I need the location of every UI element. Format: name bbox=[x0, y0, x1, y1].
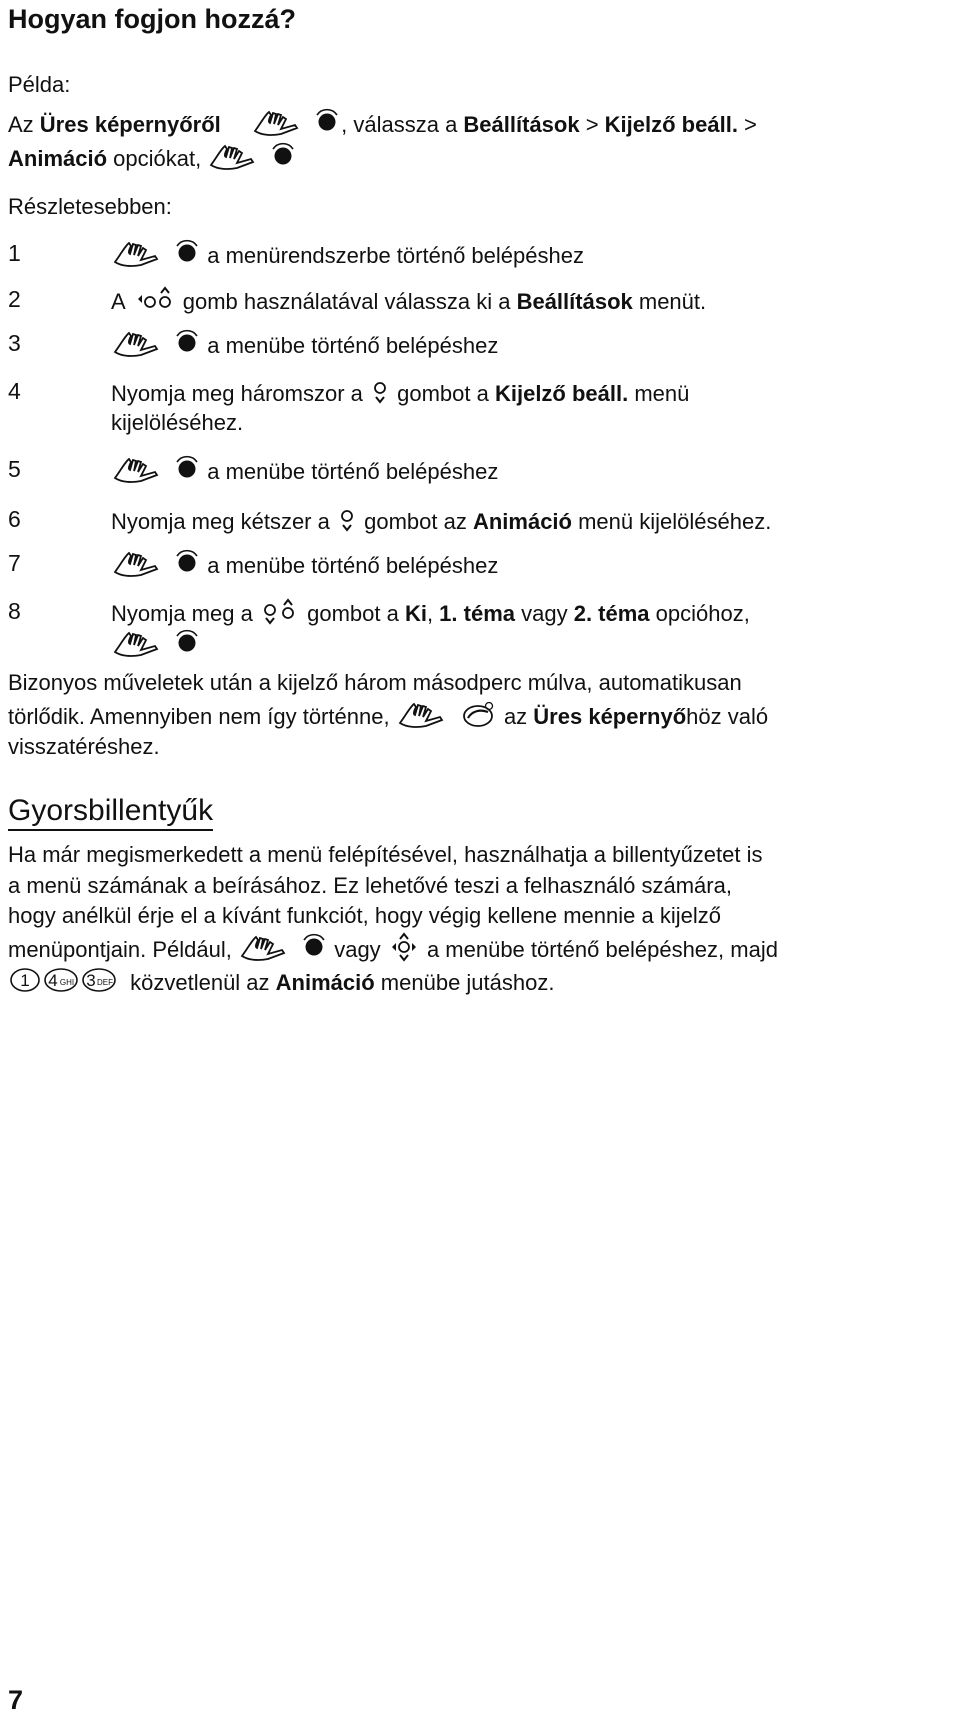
step-8: Nyomja meg a gombot a Ki, 1. téma vagy 2. téma opcióhoz, bbox=[111, 596, 750, 629]
select-key-icon bbox=[173, 628, 201, 658]
svg-text:1: 1 bbox=[20, 971, 30, 990]
svg-text:GHI: GHI bbox=[59, 978, 75, 987]
navigation-key-left-up-icon bbox=[131, 284, 177, 314]
shortcut-line: 1 4 GHI 3 DEF közvetlenül az Animáció menübe jutáshoz. bbox=[8, 965, 943, 999]
step-3: a menübe történő belépéshez bbox=[111, 328, 498, 361]
press-hand-icon bbox=[111, 628, 167, 658]
example-line-2: Animáció opciókat, bbox=[8, 141, 297, 174]
page-number: 7 bbox=[8, 1685, 24, 1715]
step-number: 1 bbox=[8, 240, 21, 266]
press-hand-icon bbox=[207, 141, 263, 171]
step-7: a menübe történő belépéshez bbox=[111, 548, 498, 581]
example-label: Példa: bbox=[8, 72, 71, 97]
navigation-key-up-down-icon bbox=[259, 596, 301, 626]
step-number: 2 bbox=[8, 286, 21, 312]
step-number: 4 bbox=[8, 378, 21, 404]
press-hand-icon bbox=[251, 107, 307, 137]
section-title: Gyorsbillentyűk bbox=[8, 794, 213, 828]
step-number: 8 bbox=[8, 598, 21, 624]
select-key-icon bbox=[313, 107, 341, 137]
select-key-icon bbox=[173, 454, 201, 484]
select-key-icon bbox=[173, 328, 201, 358]
step-6: Nyomja meg kétszer a gombot az Animáció menü kijelöléséhez. bbox=[111, 504, 771, 537]
shortcut-line: menüpontjain. Például, vagy a menübe történő belépéshez, majd bbox=[8, 932, 943, 966]
press-hand-icon bbox=[111, 548, 167, 578]
note-line: Bizonyos műveletek után a kijelző három másodperc múlva, automatikusan bbox=[8, 670, 742, 695]
shortcut-line: Ha már megismerkedett a menü felépítésével, használhatja a billentyűzetet is bbox=[8, 842, 763, 867]
note-line: visszatéréshez. bbox=[8, 734, 160, 759]
step-number: 7 bbox=[8, 550, 21, 576]
end-call-key-icon bbox=[458, 699, 498, 729]
navigation-key-down-icon bbox=[336, 504, 358, 534]
select-key-icon bbox=[173, 238, 201, 268]
step-4: Nyomja meg háromszor a gombot a Kijelző beáll. menü bbox=[111, 376, 689, 409]
step-number: 6 bbox=[8, 506, 21, 532]
shortcut-line: hogy anélkül érje el a kívánt funkciót, hogy végig kellene mennie a kijelző bbox=[8, 903, 721, 928]
step-4-continuation: kijelöléséhez. bbox=[111, 410, 244, 435]
select-key-icon bbox=[269, 141, 297, 171]
press-hand-icon bbox=[111, 238, 167, 268]
select-key-icon bbox=[300, 932, 328, 962]
step-5: a menübe történő belépéshez bbox=[111, 454, 498, 487]
navigation-key-down-icon bbox=[369, 376, 391, 406]
shortcut-paragraph bbox=[8, 840, 943, 999]
key-1-icon bbox=[8, 965, 42, 995]
heading-underline bbox=[8, 829, 213, 831]
navigation-key-all-directions-icon bbox=[387, 932, 421, 962]
svg-text:4: 4 bbox=[48, 971, 58, 990]
detail-label: Részletesebben: bbox=[8, 194, 172, 219]
press-hand-icon bbox=[396, 699, 452, 729]
svg-text:3: 3 bbox=[86, 971, 96, 990]
press-hand-icon bbox=[111, 328, 167, 358]
svg-text:DEF: DEF bbox=[97, 978, 113, 987]
shortcut-line: a menü számának a beírásához. Ez lehetővé teszi a felhasználó számára, bbox=[8, 872, 732, 898]
select-key-icon bbox=[173, 548, 201, 578]
key-3-def-icon bbox=[80, 965, 118, 995]
page-heading: Hogyan fogjon hozzá? bbox=[8, 4, 296, 34]
step-1: a menürendszerbe történő belépéshez bbox=[111, 238, 584, 271]
step-2: A gomb használatával válassza ki a Beállítások menüt. bbox=[111, 284, 706, 317]
press-hand-icon bbox=[111, 454, 167, 484]
key-4-ghi-icon bbox=[42, 965, 80, 995]
step-8-icons bbox=[111, 628, 201, 661]
note-paragraph bbox=[8, 668, 943, 763]
note-line: törlődik. Amennyiben nem így történne, az Üres képernyőhöz való bbox=[8, 699, 943, 733]
step-number: 3 bbox=[8, 330, 21, 356]
example-line-1: Az Üres képernyőről , válassza a Beállítások > Kijelző beáll. > bbox=[8, 107, 757, 140]
step-number: 5 bbox=[8, 456, 21, 482]
press-hand-icon bbox=[238, 932, 294, 962]
